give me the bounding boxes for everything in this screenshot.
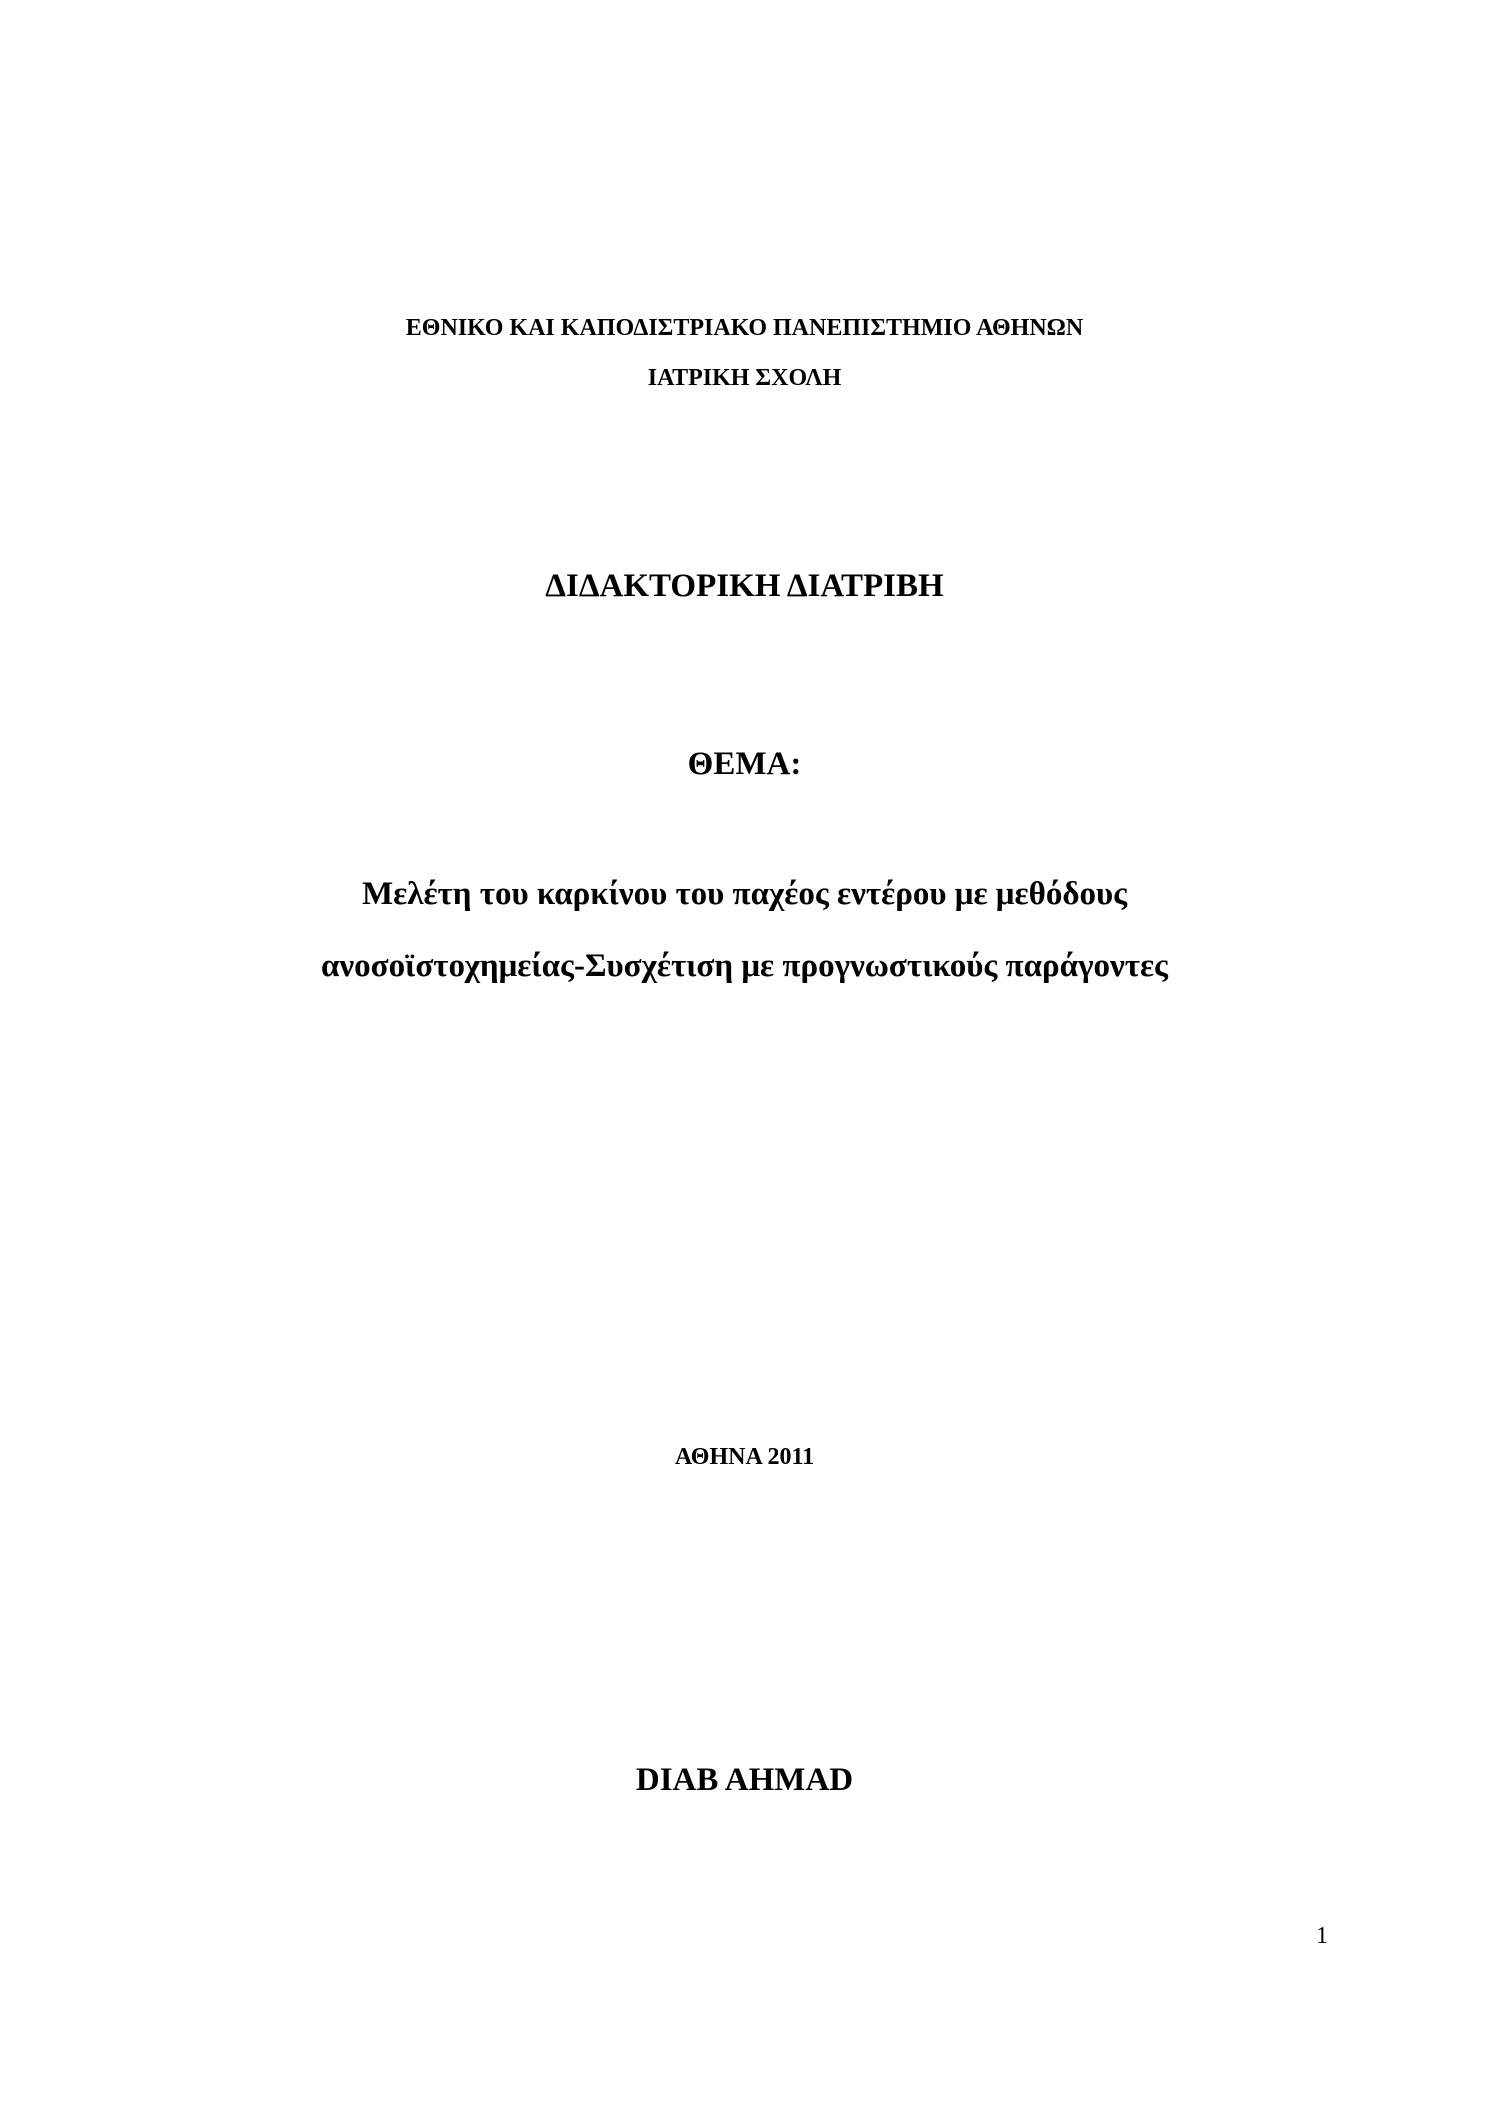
thesis-title-line-2: ανοσοϊστοχημείας-Συσχέτιση με προγνωστικούς παράγοντες: [321, 948, 1168, 984]
university-name: ΕΘΝΙΚΟ ΚΑΙ ΚΑΠΟΔΙΣΤΡΙΑΚΟ ΠΑΝΕΠΙΣΤΗΜΙΟ ΑΘΗΝΩΝ: [405, 315, 1084, 341]
thesis-title-line-1: Μελέτη του καρκίνου του παχέος εντέρου με μεθόδους: [361, 876, 1128, 912]
author-name: DIAB AHMAD: [635, 1762, 854, 1798]
city-year: ΑΘΗΝΑ 2011: [674, 1444, 815, 1470]
page-number: 1: [1316, 1923, 1328, 1949]
topic-label: ΘΕΜΑ:: [687, 746, 802, 782]
document-type: ΔΙΔΑΚΤΟΡΙΚΗ ΔΙΑΤΡΙΒΗ: [545, 568, 944, 604]
school-name: ΙΑΤΡΙΚΗ ΣΧΟΛΗ: [647, 365, 842, 391]
